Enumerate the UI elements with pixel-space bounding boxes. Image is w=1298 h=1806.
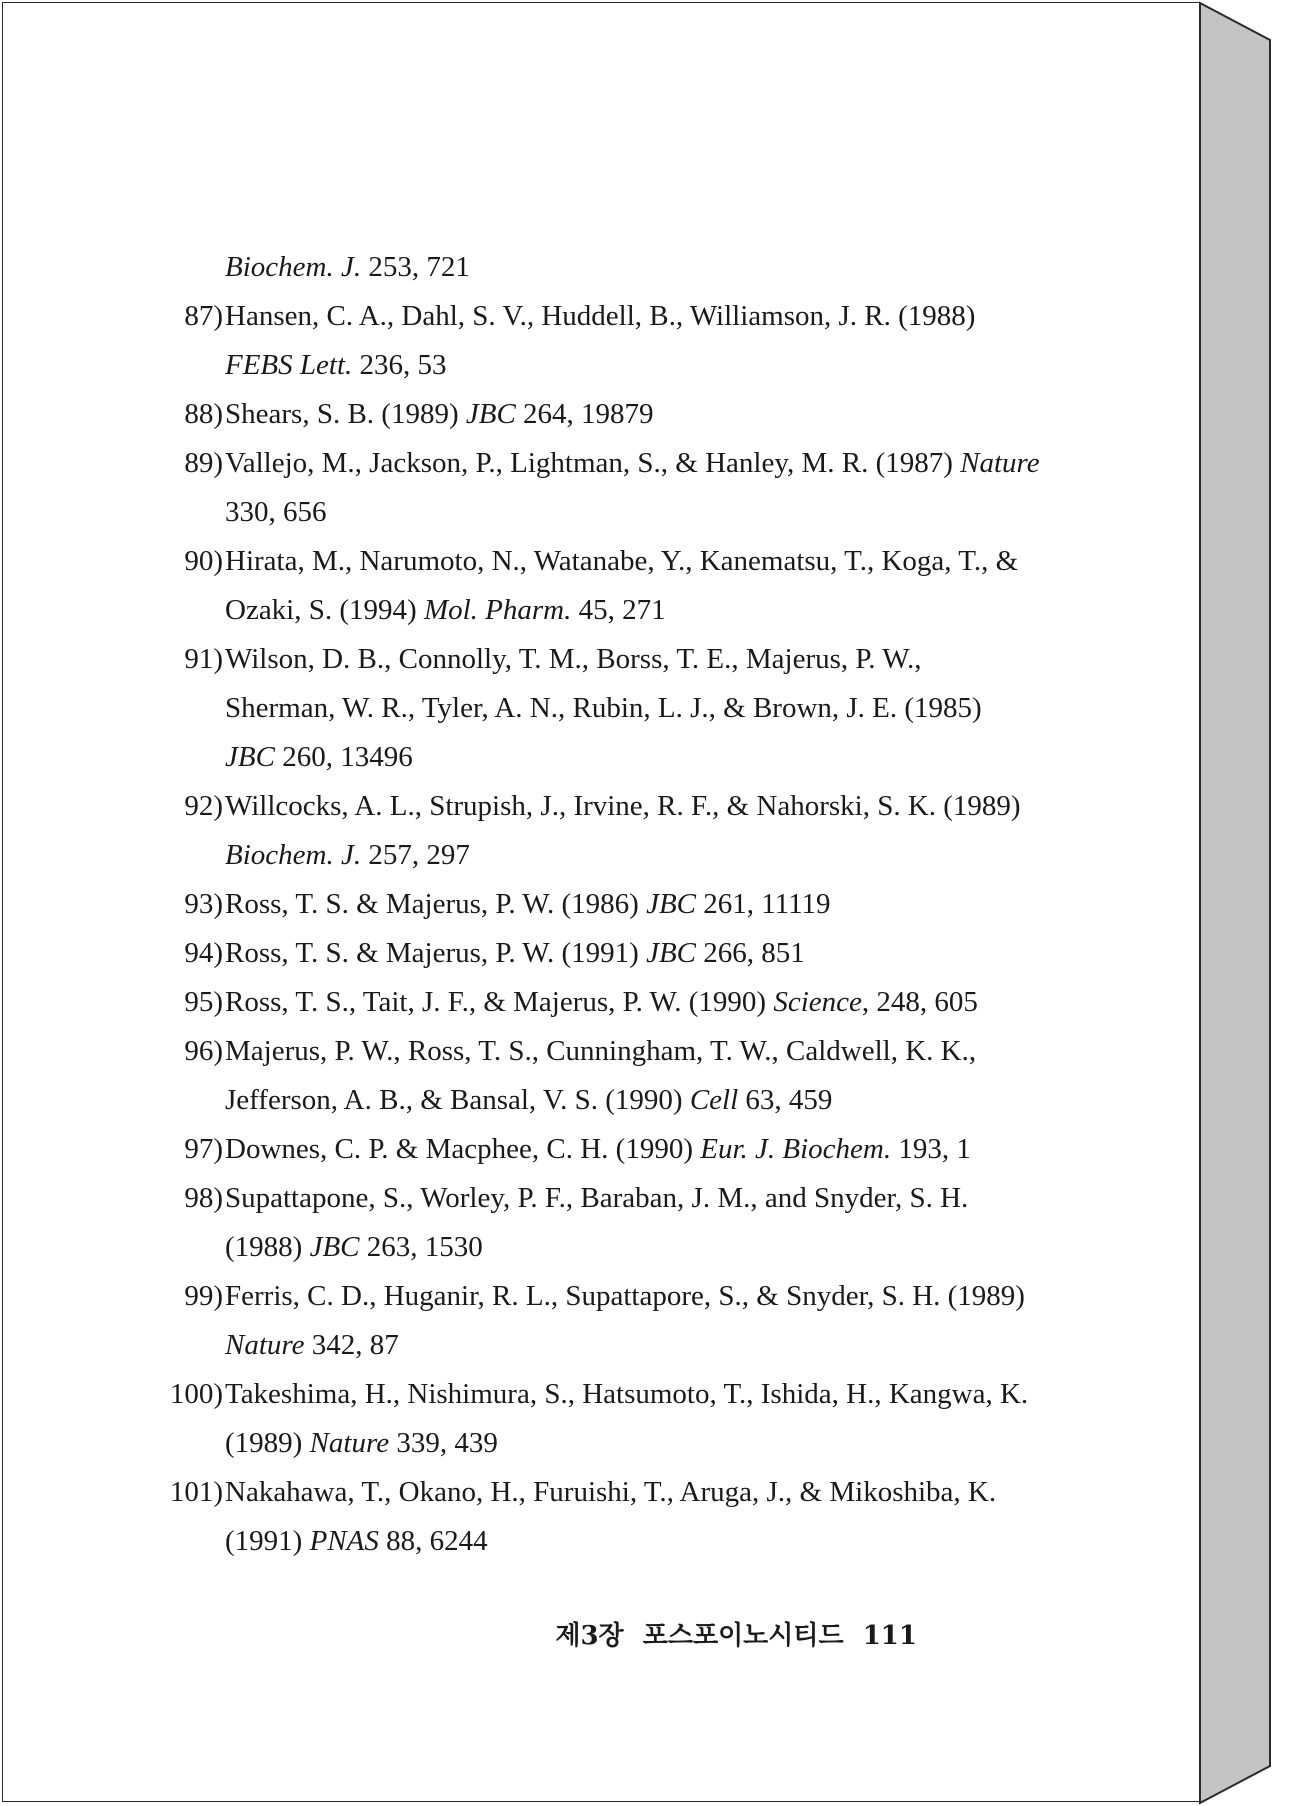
citation-text: Ozaki, S. (1994) <box>225 594 424 626</box>
journal-name: JBC <box>646 888 697 920</box>
citation-text: 330, 656 <box>225 496 327 528</box>
citation-text: Downes, C. P. & Macphee, C. H. (1990) <box>225 1133 701 1165</box>
journal-name: Nature <box>225 1329 305 1361</box>
citation-text: 236, 53 <box>352 349 447 381</box>
citation-text: Majerus, P. W., Ross, T. S., Cunningham, T. W., Caldwell, K. K., <box>225 1035 977 1067</box>
citation-text: 63, 459 <box>738 1084 833 1116</box>
reference-number: 93) <box>184 888 223 920</box>
citation-text: (1988) <box>225 1231 310 1263</box>
citation-text: 257, 297 <box>361 839 470 871</box>
citation-text: 339, 439 <box>389 1427 498 1459</box>
citation-text: 342, 87 <box>304 1329 399 1361</box>
journal-name: Eur. J. Biochem. <box>700 1133 892 1165</box>
citation-text: 45, 271 <box>571 594 666 626</box>
citation-text: Ross, T. S. & Majerus, P. W. (1991) <box>225 937 647 969</box>
reference-number: 98) <box>184 1182 223 1214</box>
spine-face <box>1200 3 1270 1803</box>
citation-text: , 248, 605 <box>861 986 978 1018</box>
citation-text: Ross, T. S., Tait, J. F., & Majerus, P. W. (1990) <box>225 986 774 1018</box>
journal-name: Cell <box>689 1084 739 1116</box>
citation-text: Ferris, C. D., Huganir, R. L., Supattapore, S., & Snyder, S. H. (1989) <box>225 1280 1025 1312</box>
journal-name: FEBS Lett. <box>225 349 353 381</box>
reference-number: 88) <box>184 398 223 430</box>
journal-name: JBC <box>465 398 516 430</box>
reference-number: 95) <box>184 986 223 1018</box>
reference-number: 94) <box>184 937 223 969</box>
reference-number: 91) <box>184 643 223 675</box>
chapter-title: 포스포이노시티드 <box>642 1621 844 1651</box>
reference-number: 101) <box>169 1476 223 1508</box>
journal-name: JBC <box>309 1231 360 1263</box>
citation-text: Jefferson, A. B., & Bansal, V. S. (1990) <box>225 1084 690 1116</box>
citation-text: Supattapone, S., Worley, P. F., Baraban, J. M., and Snyder, S. H. <box>225 1182 969 1214</box>
reference-number: 99) <box>184 1280 223 1312</box>
citation-text: Hansen, C. A., Dahl, S. V., Huddell, B., Williamson, J. R. (1988) <box>225 300 976 332</box>
reference-number: 89) <box>184 447 223 479</box>
citation-text: 88, 6244 <box>378 1525 488 1557</box>
citation-text: 264, 19879 <box>515 398 654 430</box>
citation-text: Sherman, W. R., Tyler, A. N., Rubin, L. J., & Brown, J. E. (1985) <box>225 692 982 724</box>
reference-number: 87) <box>184 300 223 332</box>
citation-text: Vallejo, M., Jackson, P., Lightman, S., & Hanley, M. R. (1987) <box>225 447 961 479</box>
citation-text: Shears, S. B. (1989) <box>225 398 466 430</box>
citation-text: Wilson, D. B., Connolly, T. M., Borss, T. E., Majerus, P. W., <box>225 643 922 675</box>
journal-name: JBC <box>225 741 275 773</box>
page-number: 111 <box>862 1621 917 1651</box>
citation-text: 261, 11119 <box>696 888 831 920</box>
citation-text: Willcocks, A. L., Strupish, J., Irvine, R. F., & Nahorski, S. K. (1989) <box>225 790 1021 822</box>
citation-text: 263, 1530 <box>359 1231 483 1263</box>
reference-number: 97) <box>184 1133 223 1165</box>
journal-name: Nature <box>960 447 1040 479</box>
journal-name: Science <box>773 986 862 1018</box>
citation-text: 266, 851 <box>696 937 805 969</box>
reference-number: 92) <box>184 790 223 822</box>
citation-text: Hirata, M., Narumoto, N., Watanabe, Y., Kanematsu, T., Koga, T., & <box>225 545 1019 577</box>
chapter-label: 제3장 <box>555 1621 624 1651</box>
citation-text: (1991) <box>225 1525 310 1557</box>
journal-name: PNAS <box>309 1525 379 1557</box>
reference-number: 90) <box>184 545 223 577</box>
journal-name: Nature <box>309 1427 390 1459</box>
citation-text: (1989) <box>225 1427 310 1459</box>
citation-text: 253, 721 <box>361 251 470 283</box>
journal-name: JBC <box>646 937 697 969</box>
citation-text: Takeshima, H., Nishimura, S., Hatsumoto, T., Ishida, H., Kangwa, K. <box>225 1378 1029 1410</box>
journal-name: Biochem. J. <box>225 839 362 871</box>
citation-text: Ross, T. S. & Majerus, P. W. (1986) <box>225 888 647 920</box>
journal-name: Biochem. J. <box>225 251 362 283</box>
citation-text: 260, 13496 <box>274 741 413 773</box>
reference-number: 100) <box>169 1378 223 1410</box>
citation-text: 193, 1 <box>891 1133 971 1165</box>
citation-text: Nakahawa, T., Okano, H., Furuishi, T., Aruga, J., & Mikoshiba, K. <box>225 1476 997 1508</box>
journal-name: Mol. Pharm. <box>423 594 572 626</box>
reference-number: 96) <box>184 1035 223 1067</box>
